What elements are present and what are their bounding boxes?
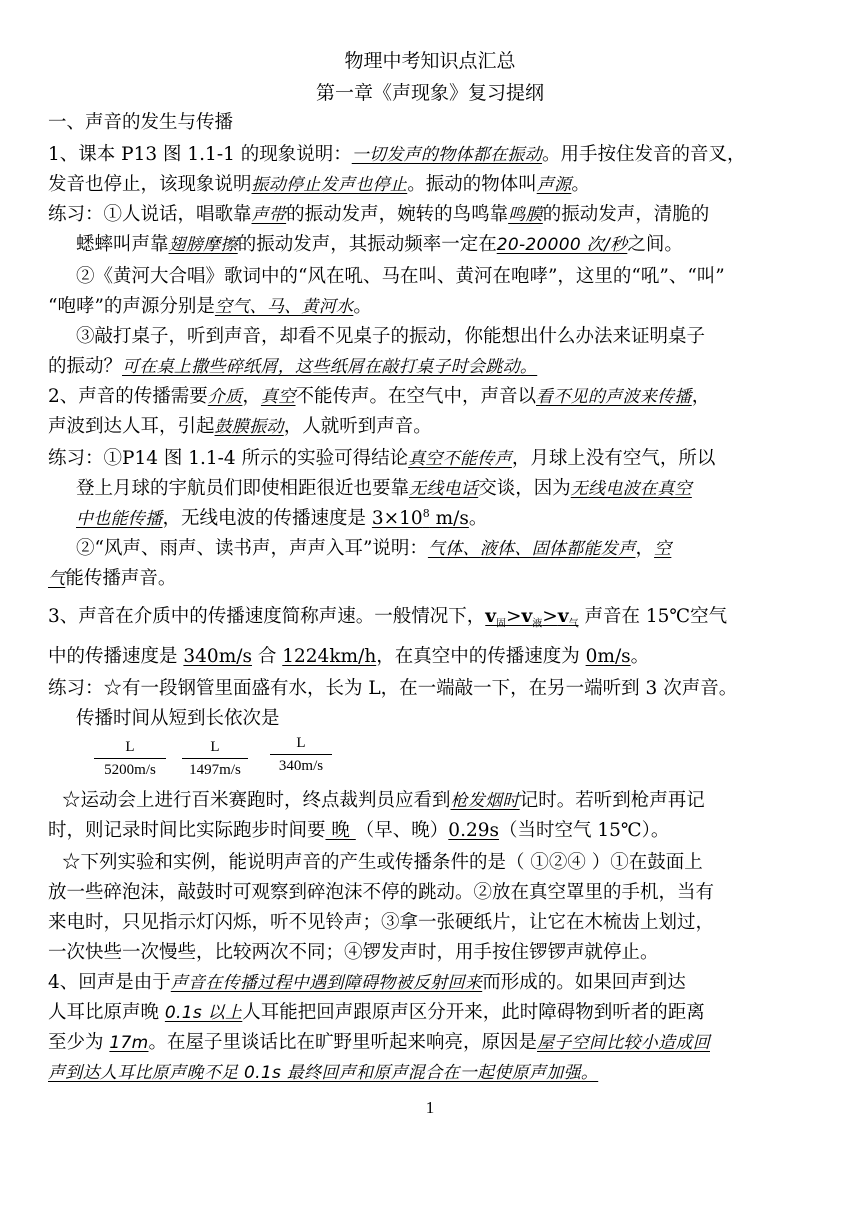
- text-span: 。用手按住发音的音叉，: [542, 144, 746, 165]
- text-span: 。: [571, 174, 590, 195]
- answer-text: 气: [48, 569, 66, 589]
- text-span: 的振动发声，其振动频率一定在: [237, 234, 497, 255]
- text-span: 。在屋子里谈话比在旷野里听起来响亮，原因是: [148, 1032, 537, 1053]
- text-span: ③敲打桌子，听到声音，却看不见桌子的振动，你能想出什么办法来证明桌子: [76, 326, 706, 347]
- subscript: 气: [568, 618, 579, 630]
- answer-text: 枪发烟时: [450, 791, 520, 811]
- text-span: 合: [251, 646, 283, 667]
- text-span: 能传播声音。: [65, 568, 177, 589]
- text-span: ，: [635, 538, 655, 559]
- fraction: [182, 736, 248, 781]
- speed-comparison: [485, 606, 579, 630]
- answer-text: 屋子空间比较小造成回: [537, 1033, 710, 1053]
- exercise-line: [76, 534, 820, 564]
- text-span: ☆下列实验和实例，能说明声音的产生或传播条件的是（ ①②④ ）①在鼓面上: [62, 852, 703, 873]
- text-span: ，人就听到声音。: [283, 416, 432, 437]
- exercise-line: [48, 444, 820, 474]
- exercise-line: [48, 938, 820, 968]
- paragraph-line: [48, 170, 820, 200]
- answer-text: 介质: [207, 387, 243, 407]
- answer-text: 声音在传播过程中遇到障碍物被反射回来: [170, 973, 483, 993]
- fraction-numerator: L: [125, 739, 135, 755]
- answer-text: 晚: [325, 820, 356, 841]
- text-span: 人耳比原声晚: [48, 1002, 165, 1023]
- paragraph-line: [48, 412, 820, 442]
- answer-text: 20-20000 次/秒: [496, 235, 628, 255]
- exercise-line: [76, 230, 820, 260]
- text-span: 4、回声是由于: [48, 972, 171, 993]
- text-span: 登上月球的宇航员们即使相距很近也要靠: [76, 478, 410, 499]
- text-span: 。: [353, 296, 372, 317]
- exercise-line: [48, 878, 820, 908]
- superscript: 8: [422, 506, 430, 520]
- fraction: [270, 732, 332, 777]
- text-span: 的振动发声，婉转的鸟鸣靠: [286, 204, 509, 225]
- exercise-line: [76, 704, 820, 734]
- exercise-line: [48, 292, 820, 322]
- answer-text: 一切发声的物体都在振动: [351, 145, 543, 165]
- answer-text: 翅膀摩擦: [168, 235, 238, 255]
- answer-text: 空气、马、黄河水: [214, 297, 354, 317]
- answer-text: 340m/s: [183, 646, 252, 667]
- text-span: 练习：①P14 图 1.1-4 所示的实验可得结论: [48, 448, 409, 469]
- text-span: （当时空气 15℃）。: [498, 820, 670, 841]
- text-span: ☆运动会上进行百米赛跑时，终点裁判员应看到: [62, 790, 451, 811]
- answer-text: [372, 508, 469, 529]
- paragraph-line: [48, 1028, 820, 1058]
- text-span: m/s: [429, 508, 469, 529]
- text-span: 蟋蟀叫声靠: [76, 234, 169, 255]
- answer-text: 鼓膜振动: [214, 417, 284, 437]
- exercise-line: [48, 908, 820, 938]
- paragraph-line: [48, 1058, 820, 1088]
- fraction-numerator: L: [210, 739, 220, 755]
- chapter-subtitle: 第一章《声现象》复习提纲: [315, 82, 544, 104]
- answer-text: 真空不能传声: [408, 449, 512, 469]
- answer-text: 真空: [260, 387, 296, 407]
- exercise-line: [62, 786, 820, 816]
- text-span: ，无线电波的传播速度是: [162, 508, 372, 529]
- answer-text: 气体、液体、固体都能发声: [427, 539, 636, 559]
- answer-text: 鸣膜: [508, 205, 543, 225]
- text-span: 之间。: [627, 234, 683, 255]
- answer-text: 看不见的声波来传播: [536, 387, 692, 407]
- text-span: ，: [242, 386, 261, 407]
- answer-text: 振动停止发声也停止: [251, 175, 408, 195]
- subscript: 液: [532, 618, 543, 630]
- text-span: 中的传播速度是: [48, 646, 184, 667]
- text-span: 的振动？: [48, 356, 123, 377]
- answer-text: 声源: [536, 175, 572, 195]
- answer-text: 中也能传播: [76, 509, 163, 529]
- paragraph-line: [48, 968, 820, 998]
- answer-text: 空: [654, 539, 672, 559]
- text-span: ，: [691, 386, 711, 407]
- paragraph-line: [48, 998, 820, 1028]
- text-span: v: [521, 606, 533, 627]
- exercise-line: [76, 262, 820, 292]
- text-span: “咆哮”的声源分别是: [48, 296, 215, 317]
- document-title: 物理中考知识点汇总: [344, 50, 516, 72]
- answer-text: 无线电波在真空: [570, 479, 692, 499]
- text-span: 交谈，因为: [478, 478, 571, 499]
- fraction: [94, 736, 166, 781]
- text-span: 1、课本 P13 图 1.1-1 的现象说明：: [48, 144, 352, 165]
- paragraph-line: [48, 642, 820, 672]
- text-span: 人耳能把回声跟原声区分开来，此时障碍物到听者的距离: [242, 1002, 705, 1023]
- text-span: 。: [630, 646, 650, 667]
- text-span: ，月球上没有空气，所以: [511, 448, 716, 469]
- text-span: 时，则记录时间比实际跑步时间要: [48, 820, 326, 841]
- text-span: ，在真空中的传播速度为: [376, 646, 586, 667]
- exercise-line: [48, 674, 820, 704]
- answer-text: 声带: [251, 205, 287, 225]
- text-span: 的振动发声，清脆的: [542, 204, 710, 225]
- text-span: 放一些碎泡沫，敲鼓时可观察到碎泡沫不停的跳动。②放在真空罩里的手机，当有: [48, 882, 715, 903]
- text-span: 3、声音在介质中的传播速度简称声速。一般情况下，: [48, 606, 486, 627]
- section-heading: 一、声音的发生与传播: [48, 112, 234, 133]
- exercise-line: [76, 504, 820, 534]
- page-number: 1: [425, 1098, 435, 1117]
- text-span: 发音也停止，该现象说明: [48, 174, 252, 195]
- text-span: 一次快些一次慢些，比较两次不同；④锣发声时，用手按住锣锣声就停止。: [48, 942, 659, 963]
- answer-text: 0.29s: [448, 820, 499, 841]
- text-span: 。振动的物体叫: [407, 174, 537, 195]
- text-span: 2、声音的传播需要: [48, 386, 208, 407]
- exercise-line: [48, 352, 820, 382]
- subscript: 固: [496, 618, 507, 630]
- answer-text: 无线电话: [409, 479, 479, 499]
- text-span: 而形成的。如果回声到达: [482, 972, 686, 993]
- text-span: >: [506, 606, 522, 627]
- text-span: 声波到达人耳，引起: [48, 416, 215, 437]
- text-span: 记时。若听到枪声再记: [519, 790, 705, 811]
- exercise-line: [48, 200, 820, 230]
- paragraph-line: [48, 382, 820, 412]
- paragraph-line: [48, 140, 820, 170]
- text-span: 。: [468, 508, 488, 529]
- text-span: 声音在 15℃空气: [584, 606, 728, 627]
- fraction-denominator: 340m/s: [278, 758, 324, 774]
- answer-text: 0m/s: [585, 646, 631, 667]
- exercise-line: [76, 322, 820, 352]
- fraction-denominator: 5200m/s: [104, 762, 156, 778]
- answer-text: 声到达人耳比原声晚不足 0.1s 最终回声和原声混合在一起使原声加强。: [48, 1063, 599, 1083]
- text-span: 3×10: [371, 508, 423, 529]
- fraction-numerator: L: [296, 735, 306, 751]
- text-span: >: [542, 606, 558, 627]
- text-span: 传播时间从短到长依次是: [76, 708, 280, 729]
- fraction-denominator: 1497m/s: [189, 762, 241, 778]
- exercise-line: [76, 474, 820, 504]
- text-span: 练习：☆有一段钢管里面盛有水，长为 L，在一端敲一下，在另一端听到 3 次声音。: [48, 678, 738, 699]
- exercise-line: [48, 816, 820, 846]
- text-span: ②“风声、雨声、读书声，声声入耳”说明：: [76, 538, 428, 559]
- text-span: v: [485, 606, 497, 627]
- answer-text: 可在桌上撒些碎纸屑，这些纸屑在敲打桌子时会跳动。: [122, 357, 538, 377]
- text-span: 不能传声。在空气中，声音以: [295, 386, 537, 407]
- text-span: v: [557, 606, 569, 627]
- exercise-line: [48, 564, 820, 594]
- text-span: 练习：①人说话，唱歌靠: [48, 204, 252, 225]
- answer-text: 17m: [109, 1033, 149, 1053]
- text-span: ②《黄河大合唱》歌词中的“风在吼、马在叫、黄河在咆哮”，这里的“吼”、“叫”: [76, 266, 725, 287]
- text-span: 来电时，只见指示灯闪烁，听不见铃声；③拿一张硬纸片，让它在木梳齿上划过，: [48, 912, 715, 933]
- paragraph-line: [48, 602, 820, 632]
- exercise-line: [62, 848, 820, 878]
- answer-text: 1224km/h: [282, 646, 377, 667]
- text-span: （早、晚）: [355, 820, 449, 841]
- answer-text: 0.1s 以上: [164, 1003, 243, 1023]
- text-span: 至少为: [48, 1032, 110, 1053]
